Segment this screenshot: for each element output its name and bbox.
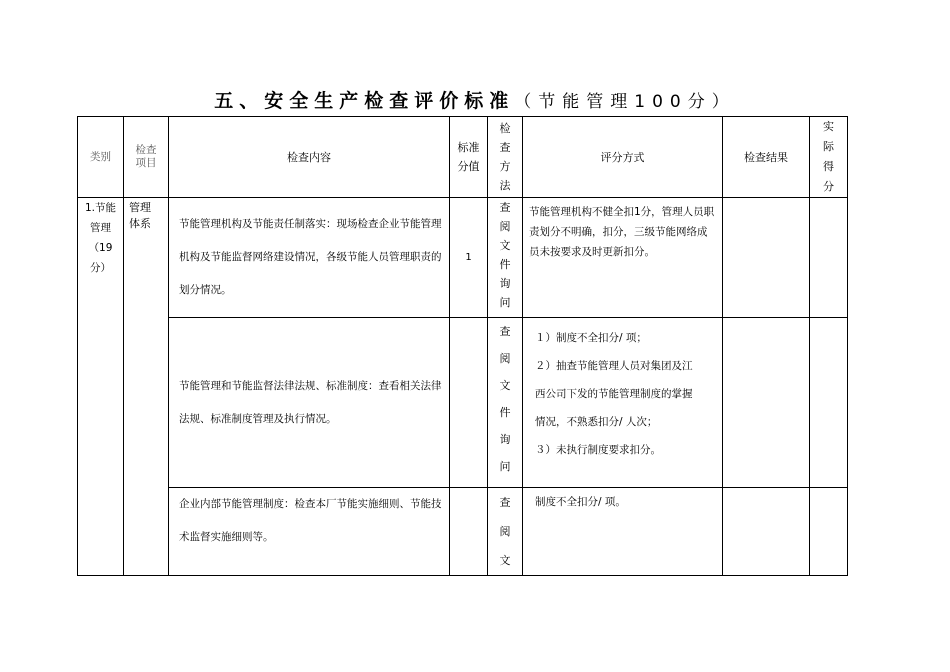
method-cell: 查阅文件询问 bbox=[488, 318, 523, 488]
page-title bbox=[0, 86, 950, 113]
content-cell: 节能管理机构及节能责任制落实：现场检查企业节能管理机构及节能监督网络建设情况，各级节能人员管理职责的划分情况。 bbox=[169, 198, 450, 318]
rule-line: 情况，不熟悉扣分/ 人次； bbox=[535, 416, 658, 428]
title-sub: （节能管理100分） bbox=[514, 92, 736, 112]
header-category: 类别 bbox=[78, 117, 124, 198]
rule-line: １）制度不全扣分/ 项； bbox=[535, 332, 647, 344]
rule-line: 西公司下发的节能管理制度的掌握 bbox=[535, 388, 693, 400]
header-actual: 实际得分 bbox=[810, 117, 848, 198]
rule-line: ３）未执行制度要求扣分。 bbox=[535, 444, 661, 456]
method-cell: 查阅文件询问 bbox=[488, 198, 523, 318]
actual-cell bbox=[810, 318, 848, 488]
header-method: 检查方法 bbox=[488, 117, 523, 198]
category-cell: 1.节能管理（19分） bbox=[78, 198, 124, 576]
rule-cell bbox=[523, 318, 723, 488]
table-row bbox=[78, 488, 848, 576]
rule-cell: 制度不全扣分/ 项。 bbox=[523, 488, 723, 576]
result-cell bbox=[723, 488, 810, 576]
result-cell bbox=[723, 198, 810, 318]
result-cell bbox=[723, 318, 810, 488]
header-score: 标准分值 bbox=[450, 117, 488, 198]
table-row bbox=[78, 318, 848, 488]
header-content: 检查内容 bbox=[169, 117, 450, 198]
score-cell: 1 bbox=[450, 198, 488, 318]
item-cell: 管理体系 bbox=[124, 198, 169, 576]
content-cell: 节能管理和节能监督法律法规、标准制度：查看相关法律法规、标准制度管理及执行情况。 bbox=[169, 318, 450, 488]
header-row bbox=[78, 117, 848, 198]
actual-cell bbox=[810, 198, 848, 318]
score-cell bbox=[450, 488, 488, 576]
score-cell bbox=[450, 318, 488, 488]
table-row bbox=[78, 198, 848, 318]
header-rule: 评分方式 bbox=[523, 117, 723, 198]
header-item: 检查项目 bbox=[124, 117, 169, 198]
evaluation-table bbox=[77, 116, 848, 576]
rule-cell: 节能管理机构不健全扣1分，管理人员职责划分不明确，扣分，三级节能网络成员未按要求及时更新扣分。 bbox=[523, 198, 723, 318]
actual-cell bbox=[810, 488, 848, 576]
content-cell: 企业内部节能管理制度：检查本厂节能实施细则、节能技术监督实施细则等。 bbox=[169, 488, 450, 576]
header-result: 检查结果 bbox=[723, 117, 810, 198]
rule-line: ２）抽查节能管理人员对集团及江 bbox=[535, 360, 693, 372]
method-cell: 查阅文 bbox=[488, 488, 523, 576]
title-main: 五、安全生产检查评价标准 bbox=[214, 90, 515, 112]
